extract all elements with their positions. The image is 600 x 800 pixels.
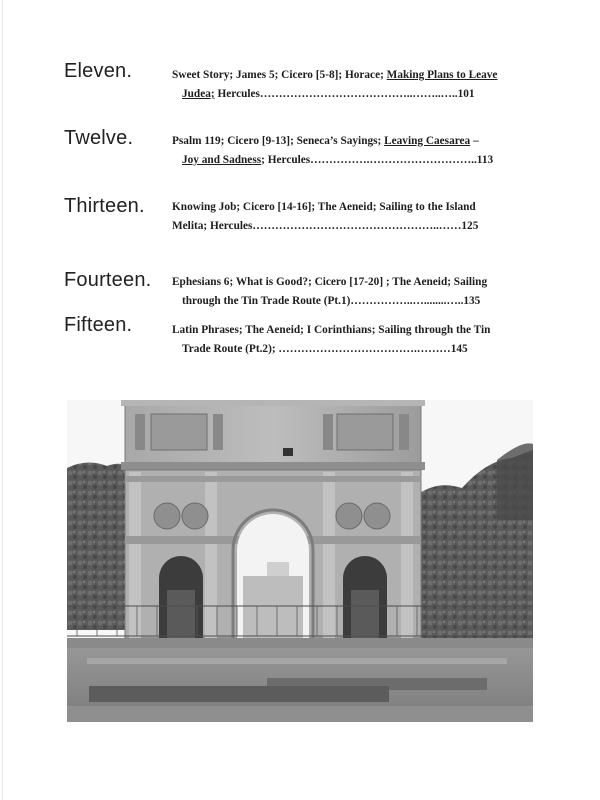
lesson-topics-line2: through the Tin Trade Route (Pt.1)……………..…........…..135 <box>182 295 481 307</box>
lesson-topics-line1: Psalm 119; Cicero [9-13]; Seneca’s Sayings; Leaving Caesarea – <box>172 135 479 147</box>
lesson-topics-line1: Ephesians 6; What is Good?; Cicero [17-20] ; The Aeneid; Sailing <box>172 276 488 288</box>
lesson-topics-line1: Knowing Job; Cicero [14-16]; The Aeneid; Sailing to the Island <box>172 201 476 213</box>
lesson-label: Thirteen. <box>64 195 145 217</box>
lesson-label: Fifteen. <box>64 314 133 336</box>
lesson-label: Eleven. <box>64 60 133 82</box>
lesson-topics <box>172 132 532 170</box>
lesson-label: Fourteen. <box>64 269 152 291</box>
lesson-topics <box>172 321 532 359</box>
lesson-topics <box>172 66 532 104</box>
arch-of-constantine-photo <box>67 400 533 722</box>
lesson-topics <box>172 198 532 236</box>
lesson-label: Twelve. <box>64 127 134 149</box>
arch-structure <box>121 400 425 638</box>
lesson-topics-line2: Joy and Sadness; Hercules…………….………………………..113 <box>182 154 494 166</box>
lesson-topics-line2: Trade Route (Pt.2); ……………………………….………145 <box>182 343 468 355</box>
lesson-topics-line1: Latin Phrases; The Aeneid; I Corinthians; Sailing through the Tin <box>172 324 491 336</box>
lesson-topics-line1: Sweet Story; James 5; Cicero [5-8]; Horace; Making Plans to Leave <box>172 69 498 81</box>
lesson-topics <box>172 273 532 311</box>
page-edge <box>2 0 3 800</box>
lesson-topics-line2: Melita; Hercules…………………………………………..……125 <box>172 220 479 232</box>
lesson-topics-line2: Judea; Hercules…………………………………..……..…..101 <box>182 88 475 100</box>
